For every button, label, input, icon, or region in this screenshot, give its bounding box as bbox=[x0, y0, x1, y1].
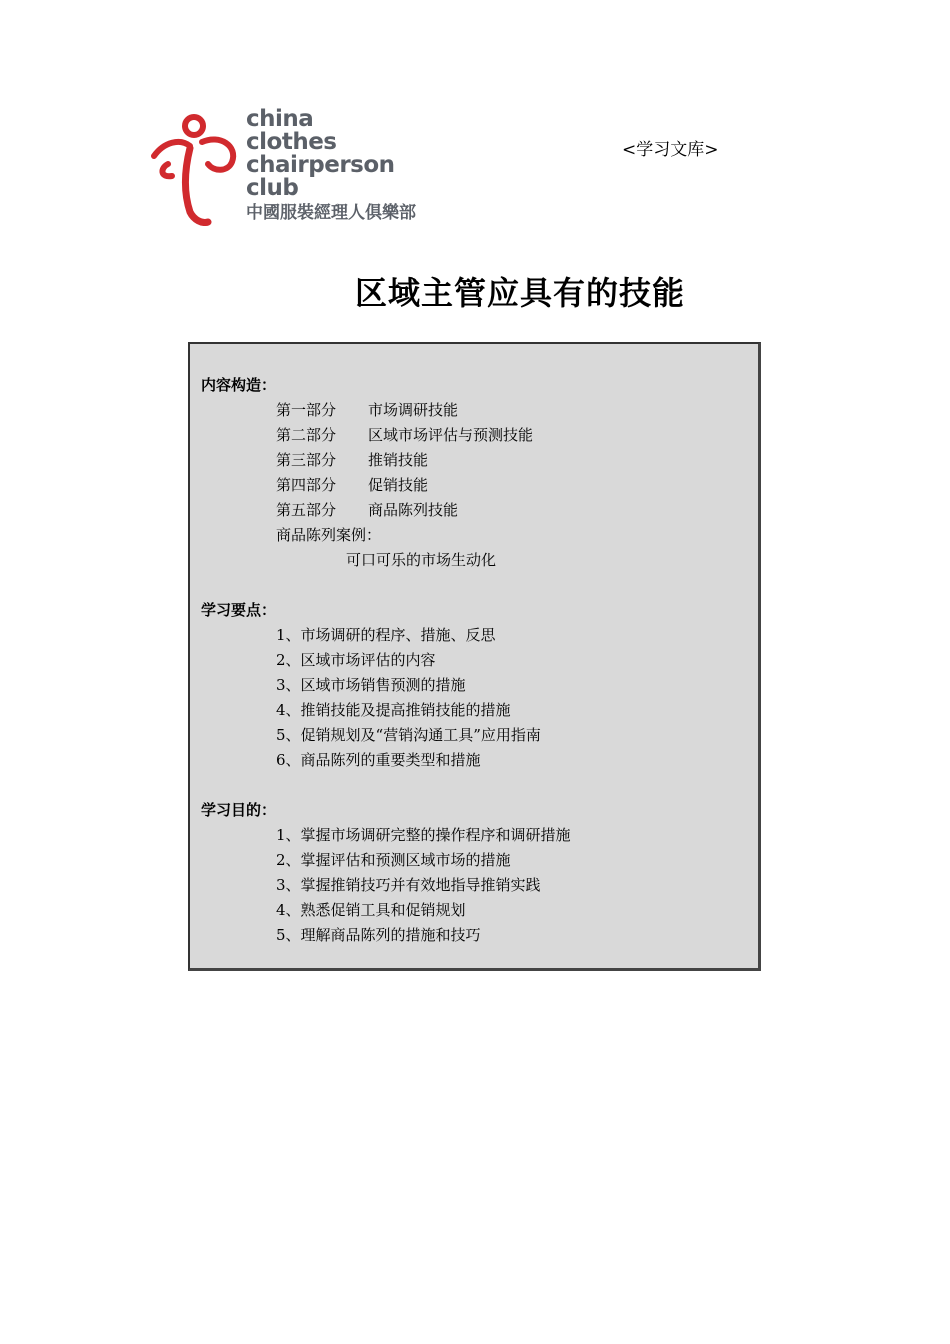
case-item: 可口可乐的市场生动化 bbox=[346, 551, 497, 569]
objective-item: 5、理解商品陈列的措施和技巧 bbox=[276, 926, 481, 944]
key-point-item: 4、推销技能及提高推销技能的措施 bbox=[276, 701, 511, 719]
objective-item: 3、掌握推销技巧并有效地指导推销实践 bbox=[276, 876, 541, 894]
key-point-item: 2、区域市场评估的内容 bbox=[276, 651, 436, 669]
part-number: 第一部分 bbox=[276, 401, 337, 419]
key-point-item: 1、市场调研的程序、措施、反思 bbox=[276, 626, 496, 644]
part-number: 第五部分 bbox=[276, 501, 337, 519]
part-name: 市场调研技能 bbox=[368, 401, 459, 419]
logo-chinese-text: 中國服裝經理人俱樂部 bbox=[246, 203, 416, 223]
part-number: 第三部分 bbox=[276, 451, 337, 469]
objective-item: 2、掌握评估和预测区域市场的措施 bbox=[276, 851, 511, 869]
part-number: 第四部分 bbox=[276, 476, 337, 494]
library-tag: <学习文库> bbox=[622, 140, 719, 160]
logo-line-1: china bbox=[246, 106, 314, 132]
document-title: 区域主管应具有的技能 bbox=[355, 274, 686, 312]
key-point-item: 5、促销规划及“营销沟通工具”应用指南 bbox=[276, 726, 541, 744]
key-points-heading: 学习要点： bbox=[201, 601, 277, 619]
logo-line-3: chairperson bbox=[246, 152, 395, 178]
objectives-heading: 学习目的： bbox=[201, 801, 277, 819]
structure-part bbox=[276, 450, 428, 470]
structure-part bbox=[276, 500, 458, 520]
objective-item: 4、熟悉促销工具和促销规划 bbox=[276, 901, 466, 919]
logo-english-text bbox=[246, 108, 395, 200]
structure-part bbox=[276, 425, 533, 445]
part-name: 促销技能 bbox=[368, 476, 429, 494]
structure-heading: 内容构造： bbox=[201, 376, 277, 394]
red-figure-logo-icon bbox=[150, 112, 240, 226]
part-number: 第二部分 bbox=[276, 426, 337, 444]
case-label: 商品陈列案例： bbox=[276, 526, 382, 544]
structure-part bbox=[276, 400, 458, 420]
key-point-item: 3、区域市场销售预测的措施 bbox=[276, 676, 466, 694]
objective-item: 1、掌握市场调研完整的操作程序和调研措施 bbox=[276, 826, 571, 844]
logo-line-2: clothes bbox=[246, 129, 337, 155]
key-point-item: 6、商品陈列的重要类型和措施 bbox=[276, 751, 481, 769]
logo-line-4: club bbox=[246, 175, 299, 201]
part-name: 推销技能 bbox=[368, 451, 429, 469]
structure-part bbox=[276, 475, 428, 495]
content-box bbox=[188, 342, 761, 971]
club-logo bbox=[150, 108, 450, 228]
part-name: 区域市场评估与预测技能 bbox=[368, 426, 534, 444]
part-name: 商品陈列技能 bbox=[368, 501, 459, 519]
